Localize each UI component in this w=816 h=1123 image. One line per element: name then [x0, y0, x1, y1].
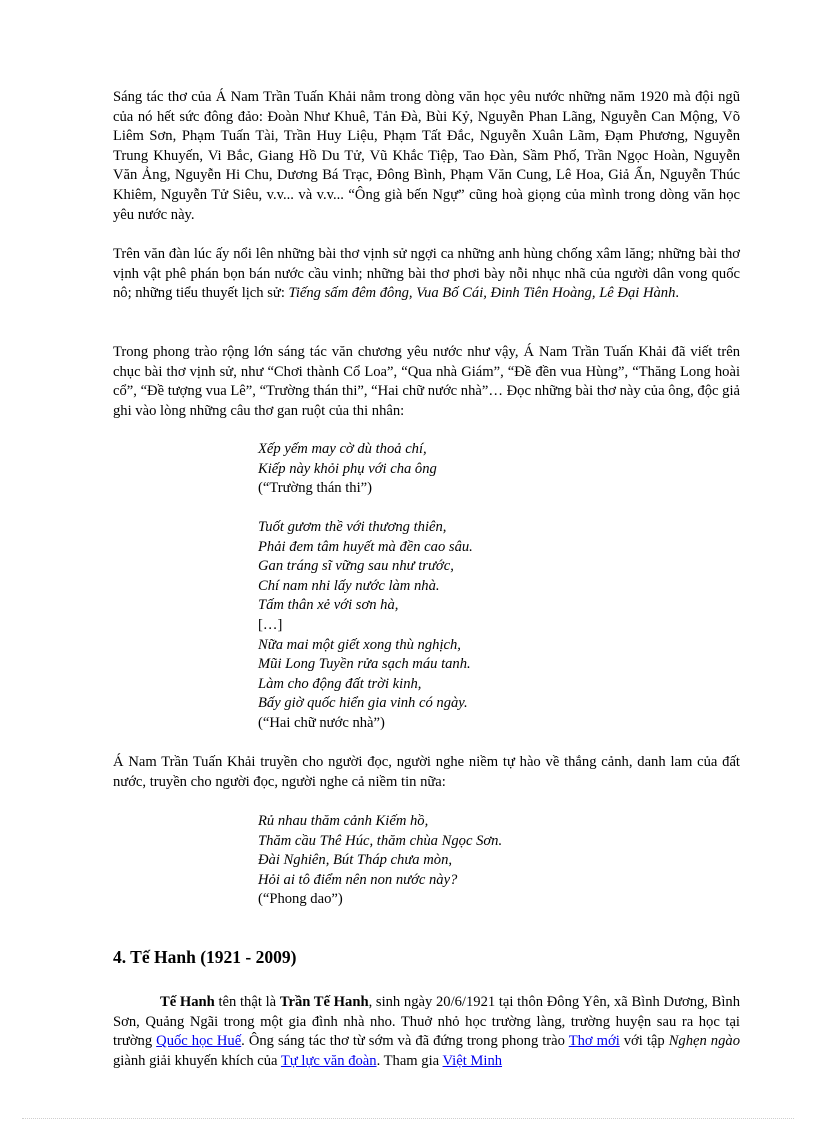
poem-line: Đài Nghiên, Bút Tháp chưa mòn,	[258, 852, 453, 869]
poem-line: Tấm thân xẻ với sơn hà,	[258, 597, 399, 614]
paragraph-patriotic-literature: Sáng tác thơ của Á Nam Trần Tuấn Khải nằm trong dòng văn học yêu nước những năm 1920 mà đội ngũ của nó hết sức đông đảo: Đoàn Như Khuê, Tản Đà, Bùi Kỷ, Nguyễn Phan Lãng, Nguyễn Can Mộng, Võ Liêm Sơn, Phạm Tuấn Tài, Trần Huy Liệu, Phạm Tất Đắc, Nguyễn Xuân Lãm, Đạm Phương, Nguyễn Trung Khuyến, Vi Bắc, Giang Hồ Du Tử, Vũ Khắc Tiệp, Tao Đàn, Sầm Phố, Trần Ngọc Hoàn, Nguyễn Văn Ảng, Nguyễn Hi Chu, Dương Bá Trạc, Đông Bình, Phạm Văn Cung, Lê Hoa, Giả Ẩn, Nguyễn Thúc Khiêm, Nguyễn Tử Siêu, v.v... và v.v... “Ông già bến Ngự” cũng hoà giọng của mình trong dòng văn học yêu nước này.	[113, 89, 740, 223]
poem-source: (“Hai chữ nước nhà”)	[258, 714, 385, 731]
poem-phong-dao	[258, 812, 502, 910]
book-title: Nghẹn ngào	[668, 1033, 740, 1050]
page-bottom-divider	[22, 1118, 794, 1119]
poem-hai-chu-nuoc-nha	[258, 518, 473, 734]
link-tho-moi[interactable]: Thơ mới	[568, 1033, 620, 1050]
poem-line: Bấy giờ quốc hiển gia vinh có ngày.	[258, 695, 468, 712]
poem-line: Chí nam nhi lấy nước làm nhà.	[258, 577, 440, 594]
paragraph-pride-landscapes: Á Nam Trần Tuấn Khải truyền cho người đọc, người nghe niềm tự hào về thắng cảnh, danh lam của đất nước, truyền cho người đọc, người nghe cả niềm tin nữa:	[113, 754, 740, 790]
section-heading-te-hanh: 4. Tế Hanh (1921 - 2009)	[113, 947, 297, 967]
poem-truong-than-thi	[258, 440, 437, 499]
poem-line: Gan tráng sĩ vững sau như trước,	[258, 558, 454, 575]
paragraph-text: Trên văn đàn lúc ấy nổi lên những bài thơ vịnh sử ngợi ca những anh hùng chống xâm lăng; những bài thơ vịnh vật phê phán bọn bán nước cầu vinh; những bài thơ phơi bày nỗi nhục nhã của người dân vong quốc nô; những tiểu thuyết lịch sử:	[113, 246, 740, 302]
poem-source: (“Trường thán thi”)	[258, 480, 372, 497]
poem-ellipsis: […]	[258, 616, 283, 633]
paragraph-tran-tuan-khai-poems: Trong phong trào rộng lớn sáng tác văn chương yêu nước như vậy, Á Nam Trần Tuấn Khải đã viết trên chục bài thơ vịnh sử, như “Chơi thành Cổ Loa”, “Qua nhà Giám”, “Đề đền vua Hùng”, “Thăng Long hoài cổ”, “Đề tượng vua Lê”, “Trường thán thi”, “Hai chữ nước nhà”… Đọc những bài thơ này của ông, độc giả ghi vào lòng những câu thơ gan ruột của thi nhân:	[113, 344, 740, 419]
link-quoc-hoc-hue[interactable]: Quốc học Huế	[156, 1033, 242, 1050]
poem-source: (“Phong dao”)	[258, 891, 343, 908]
link-tu-luc-van-doan[interactable]: Tự lực văn đoàn	[280, 1052, 377, 1069]
link-viet-minh[interactable]: Việt Minh	[442, 1052, 503, 1069]
poem-line: Phải đem tâm huyết mà đền cao sâu.	[258, 538, 473, 555]
poem-line: Mũi Long Tuyền rửa sạch máu tanh.	[258, 656, 471, 673]
poem-line: Xếp yếm may cờ dù thoả chí,	[258, 441, 427, 457]
author-name: Tế Hanh	[160, 994, 215, 1010]
paragraph-te-hanh-bio: Tế Hanh tên thật là Trần Tế Hanh, sinh ngày 20/6/1921 tại thôn Đông Yên, xã Bình Dương, Bình Sơn, Quảng Ngãi trong một gia đình nhà nho. Thuở nhỏ học trường làng, trường huyện sau ra học tại trường Quốc học Huế. Ông sáng tác thơ từ sớm và đã đứng trong phong trào Thơ mới với tập Nghẹn ngào giành giải khuyến khích của Tự lực văn đoàn. Tham gia Việt Minh	[113, 994, 741, 1069]
poem-line: Làm cho động đất trời kinh,	[258, 675, 422, 692]
author-real-name: Trần Tế Hanh	[279, 994, 369, 1010]
poem-line: Kiếp này khỏi phụ với cha ông	[258, 460, 437, 477]
poem-line: Hỏi ai tô điểm nên non nước này?	[258, 871, 458, 888]
paragraph-historical-poems: Trên văn đàn lúc ấy nổi lên những bài thơ vịnh sử ngợi ca những anh hùng chống xâm lăng; những bài thơ vịnh vật phê phán bọn bán nước cầu vinh; những bài thơ phơi bày nỗi nhục nhã của người dân vong quốc nô; những tiểu thuyết lịch sử: Tiếng sấm đêm đông, Vua Bố Cái, Đinh Tiên Hoàng, Lê Đại Hành.	[113, 246, 740, 302]
poem-line: Tuốt gươm thề với thương thiên,	[258, 519, 447, 535]
poem-line: Thăm cầu Thê Húc, thăm chùa Ngọc Sơn.	[258, 832, 503, 849]
poem-line: Nữa mai một giết xong thù nghịch,	[258, 636, 461, 653]
novel-titles: Tiếng sấm đêm đông, Vua Bố Cái, Đinh Tiên Hoàng, Lê Đại Hành	[288, 285, 676, 302]
poem-line: Rủ nhau thăm cảnh Kiếm hồ,	[258, 813, 429, 829]
